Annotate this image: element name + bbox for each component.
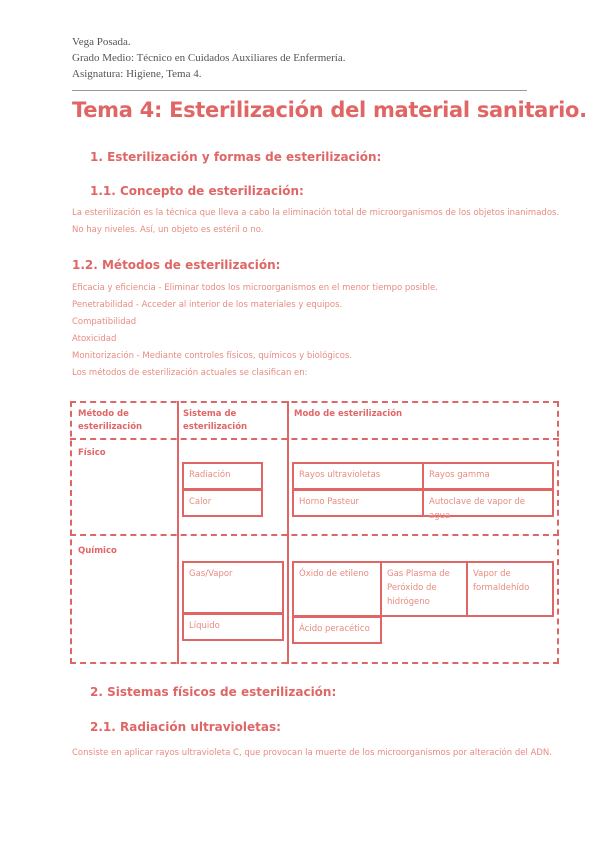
subject-line: Asignatura: Higiene, Tema 4. xyxy=(72,68,202,80)
column-header-method: Método de esterilización xyxy=(78,409,143,432)
page-title: Tema 4: Esterilización del material sanitario. xyxy=(72,98,587,122)
header-divider xyxy=(72,90,527,91)
method-item: Atoxicidad xyxy=(72,334,117,344)
column-header-mode: Modo de esterilización xyxy=(294,409,403,419)
column-header-system: Sistema de esterilización xyxy=(183,409,248,432)
section-2-heading: 2. Sistemas físicos de esterilización: xyxy=(90,685,337,699)
section-2-1-heading: 2.1. Radiación ultravioletas: xyxy=(90,720,281,734)
section-1-1-heading: 1.1. Concepto de esterilización: xyxy=(90,184,304,198)
mode-cell: Autoclave de vapor de agua xyxy=(422,489,554,517)
section-1-2-heading: 1.2. Métodos de esterilización: xyxy=(72,258,281,272)
system-cell: Calor xyxy=(182,489,263,517)
uv-paragraph: Consiste en aplicar rayos ultravioleta C, que provocan la muerte de los microorganismos por alteración del ADN. xyxy=(72,748,552,758)
table-column-divider xyxy=(287,401,289,664)
mode-cell: Rayos gamma xyxy=(422,462,554,490)
table-row-divider xyxy=(70,534,559,536)
mode-cell: Rayos ultravioletas xyxy=(292,462,424,490)
mode-cell: Ácido peracético xyxy=(292,616,382,644)
course-line: Grado Medio: Técnico en Cuidados Auxiliares de Enfermería. xyxy=(72,52,346,64)
author-line: Vega Posada. xyxy=(72,36,131,48)
section-1-heading: 1. Esterilización y formas de esterilización: xyxy=(90,150,382,164)
document-header xyxy=(72,34,346,82)
concept-paragraph-2: No hay niveles. Así, un objeto es estéril o no. xyxy=(72,225,264,235)
table-column-divider xyxy=(177,401,179,664)
system-cell: Radiación xyxy=(182,462,263,490)
method-item: Los métodos de esterilización actuales se clasifican en: xyxy=(72,368,308,378)
method-item: Compatibilidad xyxy=(72,317,137,327)
method-item: Eficacia y eficiencia - Eliminar todos los microorganismos en el menor tiempo posible. xyxy=(72,283,438,293)
method-item: Penetrabilidad - Acceder al interior de los materiales y equipos. xyxy=(72,300,343,310)
system-cell: Gas/Vapor xyxy=(182,561,284,614)
row-label-physical: Físico xyxy=(78,448,106,458)
system-cell: Líquido xyxy=(182,613,284,641)
method-item: Monitorización - Mediante controles físicos, químicos y biológicos. xyxy=(72,351,353,361)
mode-cell: Óxido de etileno xyxy=(292,561,382,617)
concept-paragraph-1: La esterilización es la técnica que lleva a cabo la eliminación total de microorganismos de los objetos inanimados. xyxy=(72,208,560,218)
mode-cell: Vapor de formaldehído xyxy=(466,561,554,617)
row-label-chemical: Químico xyxy=(78,546,117,556)
mode-cell: Gas Plasma de Peróxido de hidrógeno xyxy=(380,561,468,617)
table-header-divider xyxy=(70,438,559,440)
mode-cell: Horno Pasteur xyxy=(292,489,424,517)
